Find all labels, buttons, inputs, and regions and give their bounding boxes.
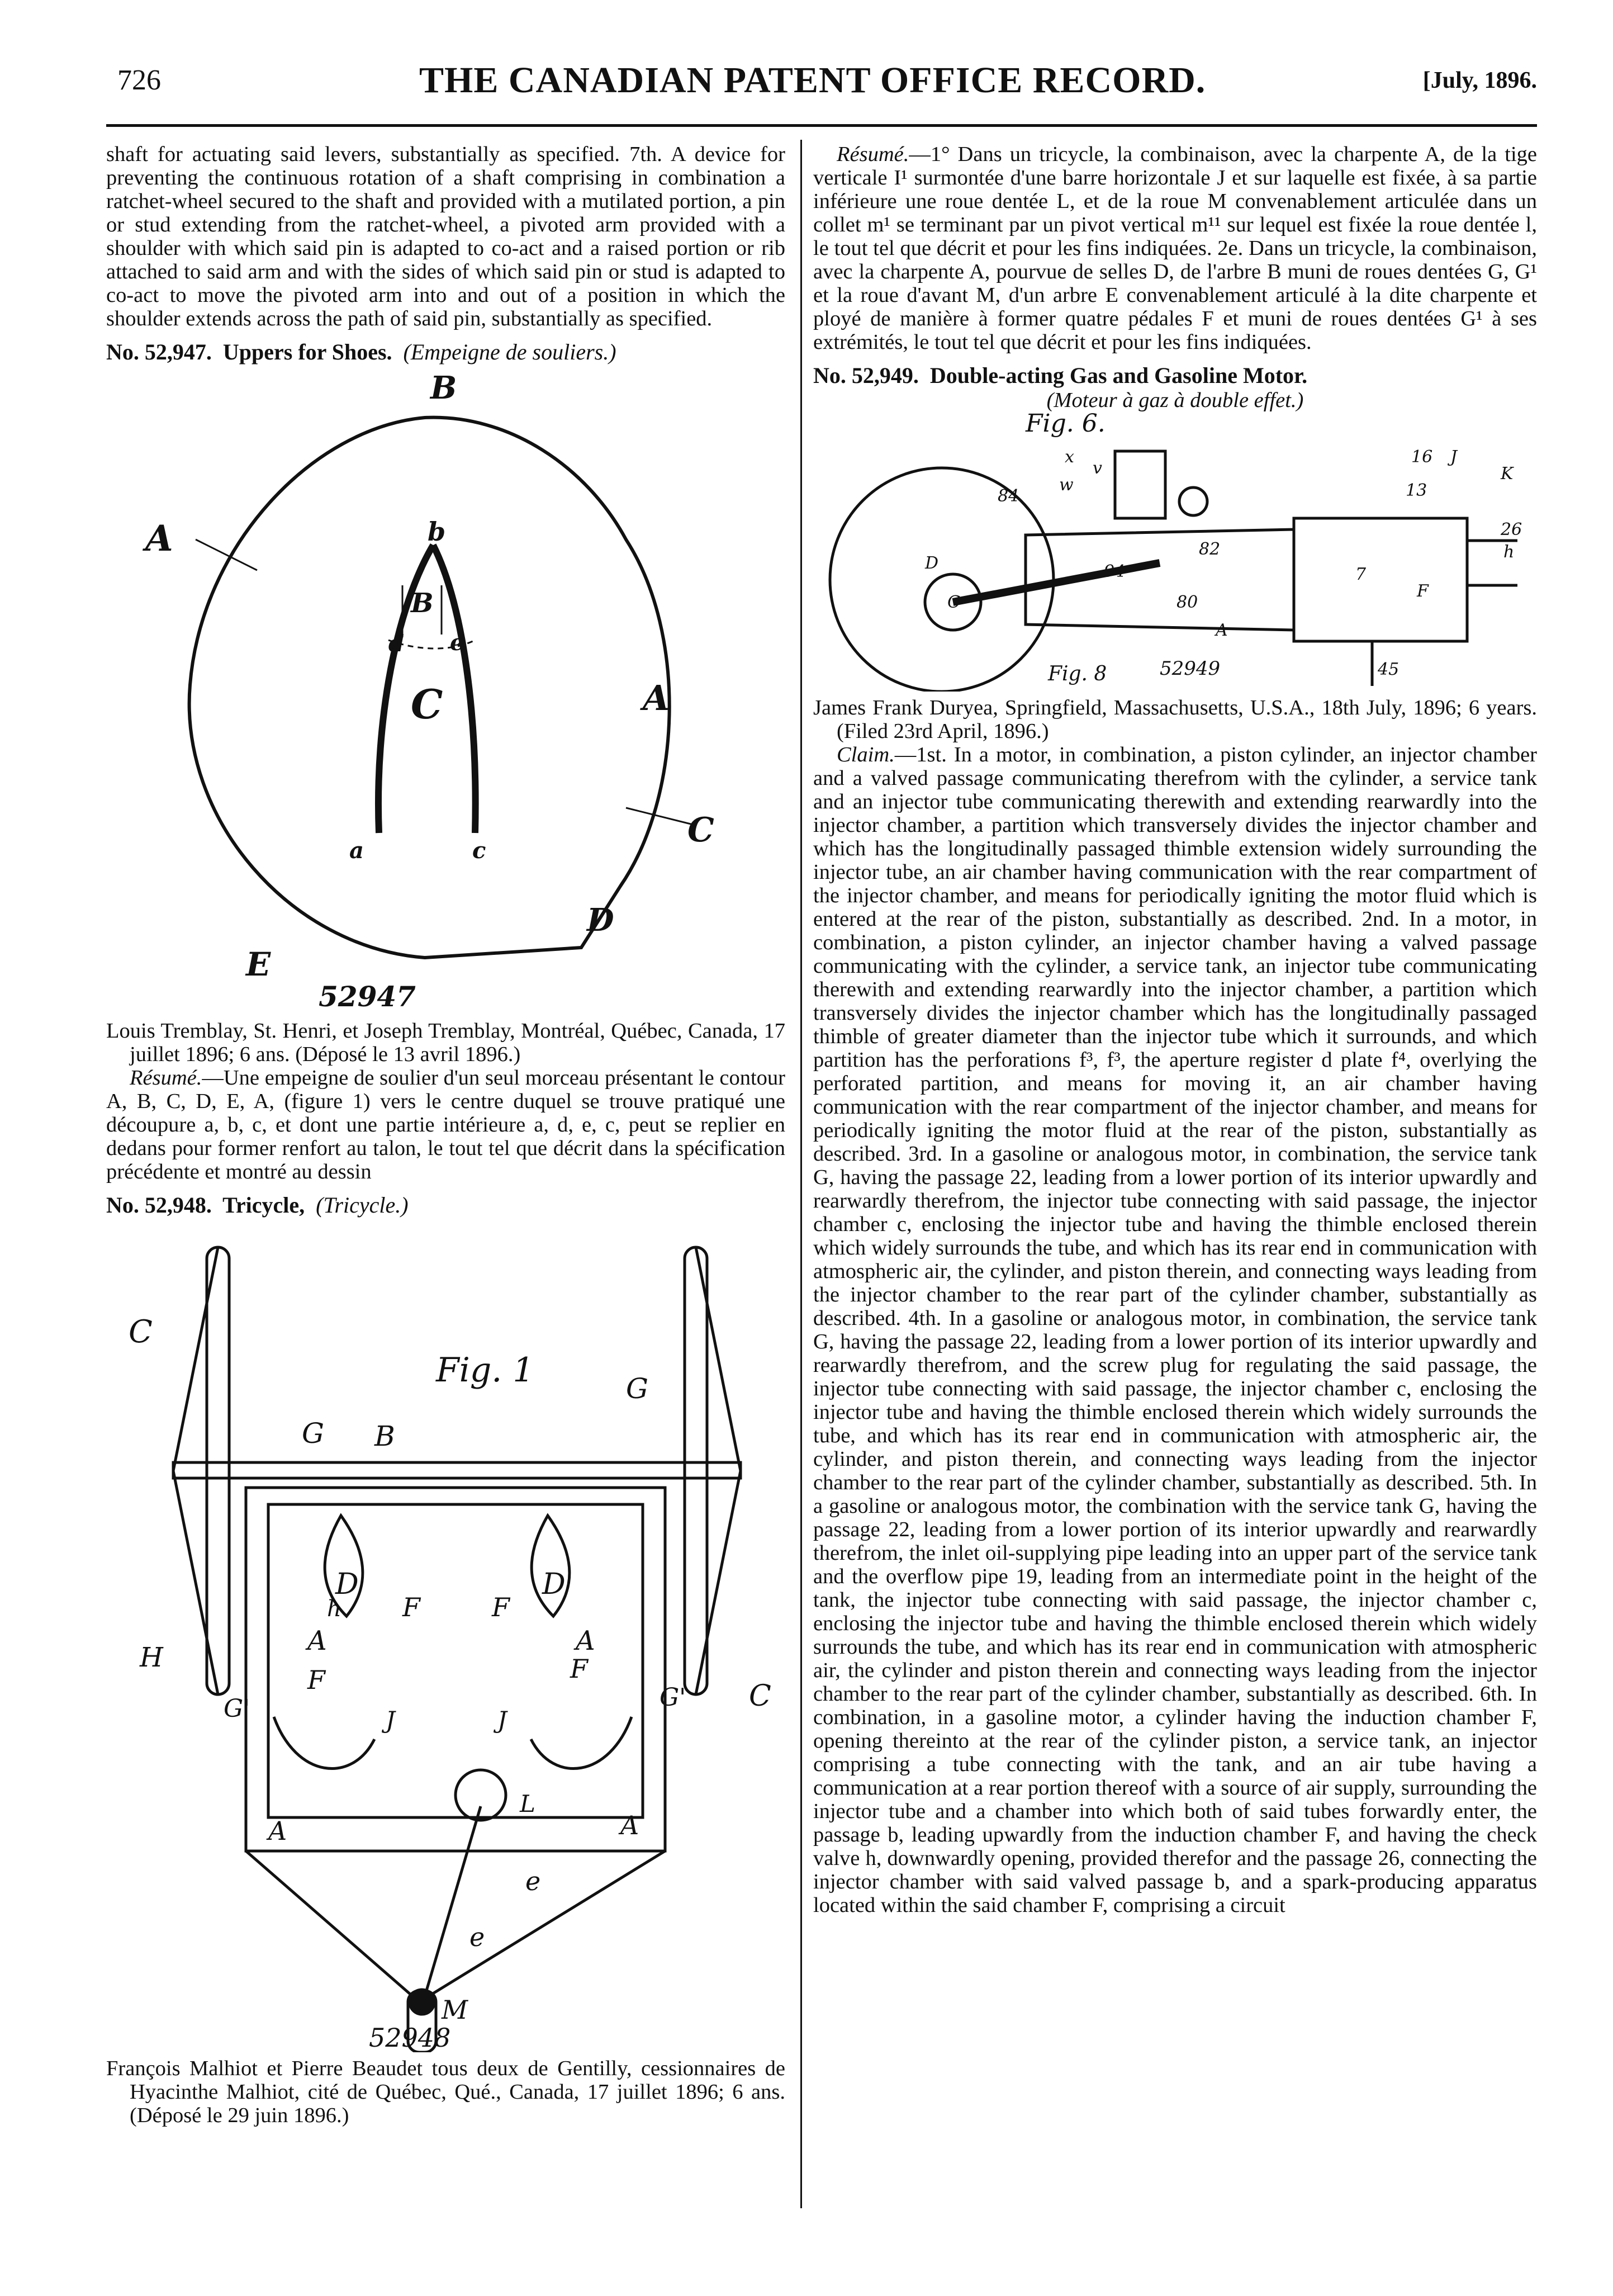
motor-fig-caption: Fig. 6.	[1026, 409, 1106, 438]
label-b-inner: B	[411, 588, 434, 619]
label-d: d	[388, 631, 404, 657]
label-f-left: F	[402, 1592, 420, 1622]
page-header	[106, 56, 1537, 117]
resume-label: Résumé.	[130, 1066, 202, 1090]
right-column	[813, 143, 1537, 1917]
label-d: D	[925, 553, 939, 573]
label-g1-left: G'	[224, 1694, 250, 1723]
figure-number-52947: 52947	[319, 980, 416, 1013]
label-k: K	[1501, 464, 1514, 484]
right-wheel	[685, 1247, 707, 1694]
label-v: v	[1093, 458, 1102, 478]
claim-52949	[813, 743, 1537, 1917]
label-94: 94	[1104, 562, 1126, 581]
label-h-top: h	[327, 1596, 341, 1622]
label-26: 26	[1501, 520, 1522, 539]
claim-text: —1st. In a motor, in combination, a piston cylinder, an injector chamber and a valved passage communicating therefrom with the cylinder, a service tank and an injector tube communicating therewith and extending rearwardly into the injector chamber, a partition which transversely divides the injector chamber and which has the longitudinally passaged thimble extension widely surrounding the injector tube, an air chamber having communication with the rear compartment of the injector chamber, and means for periodically igniting the motor fluid which is entered at the rear of the piston, substantially as described. 2nd. In a motor, in combination, a piston cylinder, an injector chamber having a valved passage communicating with the cylinder, a service tank, an injector tube communicating therewith and extending rearwardly into the injector chamber, a partition which transversely divides the injector chamber which has the longitudinally passaged thimble of greater diameter than the injector tube which it surrounds, and which partition has the perforations f³, f³, the aperture register d plate f⁴, overlying the perforated partition, and means for moving it, an air chamber having communication with the rear compartment of the injector chamber, and means for periodically igniting the motor fluid at the rear of the piston, substantially as described. 3rd. In a gasoline or analogous motor, in combination, the service tank G, having the passage 22, leading from a lower portion of its interior upwardly and rearwardly therefrom, the injector tube connecting with said passage, the injector chamber c, enclosing the injector tube and having the thimble enclosed therein which widely surrounds the tube, and which has its rear end in communication with atmospheric air, the cylinder, and piston therein, and connecting ways leading from the injector chamber to the rear part of the cylinder chamber, substantially as described. 4th. In a gasoline or analogous motor, in combination, the service tank G, having the passage 22, leading from a lower portion of its interior upwardly and rearwardly therefrom, and the screw plug for regulating the said passage, the injector tube connecting with said passage, the injector chamber c, enclosing the injector tube and having the thimble enclosed therein which widely surrounds the tube, and which has its rear end in communication with atmospheric air, the cylinder, and piston therein, and connecting ways leading from the injector chamber to the rear part of the cylinder chamber, substantially as described. 5th. In a gasoline or analogous motor, the combination with the service tank G, having the passage 22, leading from a lower portion of its interior upwardly and rearwardly therefrom, the inlet oil-supplying pipe leading into an upper part of the service tank and the overflow pipe 19, leading from an intermediate point in the height of the tank, the injector tube connecting with said passage, the injector chamber c, enclosing the injector tube and having the thimble enclosed therein which widely surrounds the tube, and which has its rear end in communication with atmospheric air, the cylinder and piston therein and connecting ways leading from the injector chamber to the rear part of the cylinder chamber, substantially as described. 6th. In combination, in a gasoline motor, a cylinder having the induction chamber F, opening thereinto at the rear of the cylinder piston, a service tank, an injector comprising a tube connecting with the tank, and an air tube having a communication at a rear portion thereof with a source of air supply, surrounding the injector tube and a chamber into which both of said tubes forwardly enter, the passage b, leading upwardly from the induction chamber F, and having the check valve h, downwardly opening, provided therefor and the passage 26, connecting the injector chamber with said valved passage b, and a spark-producing apparatus located within the said chamber F, comprising a circuit	[813, 743, 1537, 1917]
inventors-52947: Louis Tremblay, St. Henri, et Joseph Tremblay, Montréal, Québec, Canada, 17 juillet 1896; 6 ans. (Déposé le 13 avril 1896.)	[106, 1019, 785, 1066]
label-7: 7	[1355, 565, 1367, 584]
inventor-52949: James Frank Duryea, Springfield, Massachusetts, U.S.A., 18th July, 1896; 6 years. (Filed 23rd April, 1896.)	[813, 696, 1537, 743]
label-h: h	[1503, 542, 1515, 562]
label-f: F	[1417, 581, 1429, 601]
rear-axle	[173, 1462, 741, 1478]
label-d-big: D	[587, 902, 614, 939]
patent-heading-52948	[106, 1194, 785, 1217]
label-c: C	[947, 593, 960, 612]
label-b-small: b	[428, 517, 446, 547]
left-wheel	[207, 1247, 229, 1694]
resume-label: Résumé.	[837, 143, 909, 166]
resume-text: —1° Dans un tricycle, la combinaison, avec la charpente A, de la tige verticale I¹ surmontée d'une barre horizontale J et sur laquelle est fixée, à sa partie inférieure une roue dentée L, et de la roue M convenablement articulée dans un collet m¹ se terminant par un pivot vertical m¹¹ sur lequel est fixée la roue dentée l, le tout tel que décrit et pour les fins indiquées. 2e. Dans un tricycle, la combinaison, avec la charpente A, pourvue de selles D, de l'arbre B muni de roues dentées G, G¹ et la roue d'avant M, d'un arbre E convenablement articulé à la dite charpente et ployé de manière à former quatre pédales F et muni de roues dentées G¹ à ses extrémités, le tout tel que décrit et pour les fins indiquées.	[813, 143, 1537, 354]
label-fig-mark: Fig. 8	[1048, 662, 1107, 685]
column-divider	[800, 140, 802, 2208]
label-52949: 52949	[1160, 657, 1221, 680]
figure-number-52948: 52948	[369, 2023, 451, 2052]
label-g-left: G	[302, 1417, 324, 1450]
tricycle-fig-caption: Fig. 1	[436, 1351, 534, 1390]
label-a: A	[1216, 621, 1228, 640]
left-column	[106, 143, 785, 2127]
front-hub	[410, 1990, 434, 2014]
issue-date: [July, 1896.	[1422, 68, 1537, 93]
service-tank	[1115, 451, 1165, 518]
page-number: 726	[117, 64, 161, 96]
spoke	[696, 1471, 741, 1694]
label-c-right: C	[687, 811, 714, 850]
label-m: M	[442, 1995, 468, 2025]
label-d-right: D	[542, 1568, 566, 1601]
resume-52948	[813, 143, 1537, 354]
label-a-right: A	[576, 1625, 595, 1656]
resume-52947	[106, 1066, 785, 1183]
label-84: 84	[998, 486, 1019, 506]
patent-title: Uppers for Shoes.	[222, 339, 392, 364]
label-16: 16	[1411, 447, 1433, 467]
label-a-right: A	[643, 678, 670, 718]
label-d-left: D	[335, 1568, 359, 1601]
label-45: 45	[1378, 660, 1399, 679]
label-f-low-left: F	[307, 1665, 325, 1695]
claim-label: Claim.	[837, 743, 895, 766]
spoke	[173, 1247, 218, 1471]
label-w: w	[1059, 475, 1074, 495]
label-a-low-left: A	[268, 1816, 287, 1846]
label-f-low-right: F	[570, 1654, 588, 1684]
flywheel	[830, 468, 1054, 692]
patent-number: No. 52,947.	[106, 339, 212, 364]
label-b-top: B	[430, 372, 457, 406]
patent-number: No. 52,949.	[813, 363, 919, 388]
spoke	[696, 1247, 741, 1471]
label-a-left: A	[145, 518, 173, 560]
motor-figure	[813, 440, 1537, 692]
label-e-big: E	[246, 945, 271, 983]
label-c-left: C	[129, 1314, 153, 1350]
label-j: J	[1450, 447, 1458, 467]
label-e: e	[450, 629, 464, 656]
patent-title-fr: (Empeigne de souliers.)	[403, 339, 616, 364]
label-j-left: J	[386, 1706, 395, 1734]
handle-left	[274, 1717, 374, 1768]
resume-text: —Une empeigne de soulier d'un seul morceau présentant le contour A, B, C, D, E, A, (figure 1) vers le centre duquel se trouve pratiqué une découpure a, b, c, et dont une partie intérieure a, d, e, c, peut se replier en dedans pour former renfort au talon, le tout tel que décrit dans la spécification précédente et montré au dessin	[106, 1066, 785, 1183]
patent-title-fr: (Tricycle.)	[316, 1192, 409, 1218]
label-g-right: G	[626, 1372, 648, 1405]
injector-chamber	[1294, 518, 1467, 641]
label-c-small: c	[472, 837, 486, 864]
sprocket	[456, 1770, 506, 1820]
continuation-text: shaft for actuating said levers, substantially as specified. 7th. A device for preventing the continuous rotation of a shaft comprising in combination a ratchet-wheel secured to the shaft and provided with a mutilated portion, a pin or stud extending from the ratchet-wheel, a pivoted arm provided with a shoulder with which said pin is adapted to co-act and a raised portion or rib attached to said arm and with the sides of which said pin or stud is adapted to co-act to move the pivoted arm into and out of a position in which the shoulder extends across the path of said pin, substantially as specified.	[106, 143, 785, 330]
label-a-small: a	[349, 837, 364, 864]
seat-right	[532, 1516, 570, 1616]
label-82: 82	[1199, 539, 1221, 559]
label-e-lower: e	[469, 1922, 485, 1952]
label-a-left: A	[307, 1625, 327, 1656]
label-80: 80	[1176, 593, 1198, 612]
label-x: x	[1065, 447, 1074, 467]
shoe-upper-figure	[106, 372, 785, 1015]
label-j-right: J	[497, 1706, 507, 1734]
patent-title: Double-acting Gas and Gasoline Motor.	[929, 363, 1308, 388]
valve-cap	[1179, 487, 1207, 515]
inventors-52948: François Malhiot et Pierre Beaudet tous deux de Gentilly, cessionnaires de Hyacinthe Malhiot, cité de Québec, Qué., Canada, 17 juillet 1896; 6 ans. (Déposé le 29 juin 1896.)	[106, 2057, 785, 2127]
spoke	[173, 1471, 218, 1694]
piston-rod	[953, 563, 1160, 602]
patent-heading-52947	[106, 340, 785, 364]
label-b: B	[374, 1420, 395, 1452]
running-title: THE CANADIAN PATENT OFFICE RECORD.	[419, 60, 1206, 101]
label-f-right: F	[492, 1592, 510, 1622]
front-fork	[246, 1851, 665, 2002]
label-c-big: C	[411, 680, 443, 728]
handle-right	[531, 1717, 632, 1768]
label-l: L	[520, 1790, 535, 1817]
header-rule	[106, 124, 1537, 127]
label-c-right: C	[749, 1679, 771, 1713]
patent-title-fr: (Moteur à gaz à double effet.)	[1046, 389, 1304, 412]
label-g1-right: G'	[660, 1683, 686, 1712]
patent-number: No. 52,948.	[106, 1192, 212, 1218]
label-h-right: H	[140, 1642, 163, 1673]
leader-c	[626, 808, 693, 825]
label-13: 13	[1406, 481, 1427, 500]
patent-heading-52949	[813, 364, 1537, 387]
label-a-low-right: A	[620, 1810, 639, 1840]
label-e-upper: e	[525, 1866, 541, 1896]
patent-title: Tricycle,	[222, 1192, 305, 1218]
tricycle-figure	[106, 1225, 785, 2052]
